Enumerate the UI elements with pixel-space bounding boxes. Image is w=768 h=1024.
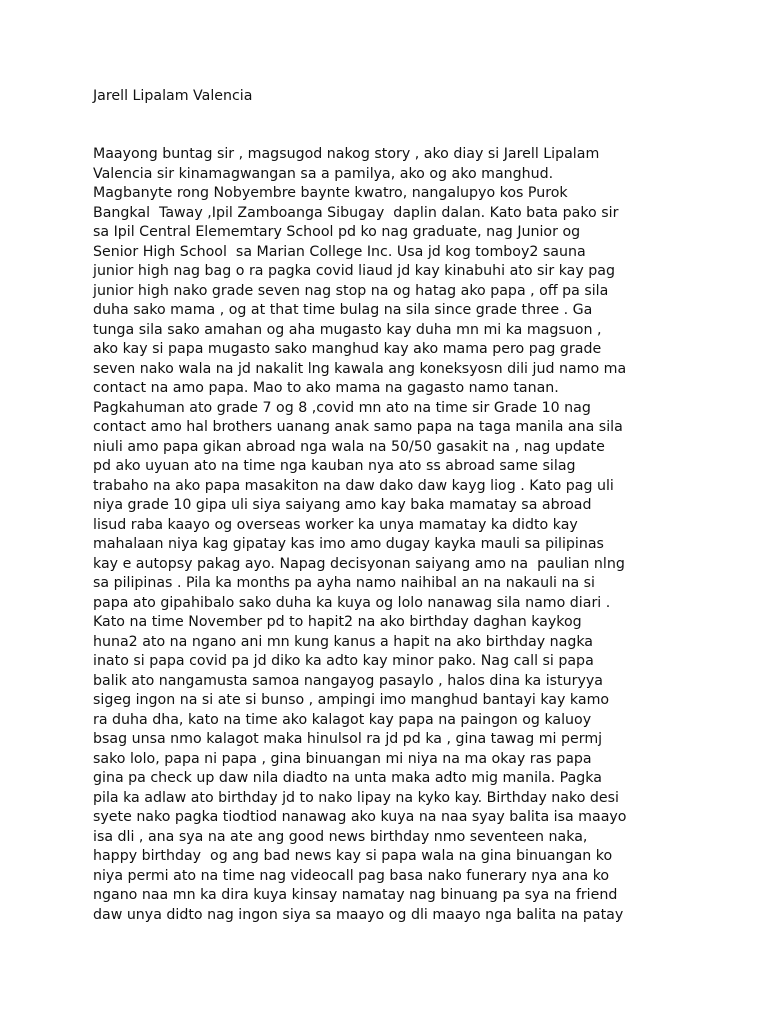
text-line: sa Ipil Central Elememtary School pd ko nag graduate, nag Junior og — [93, 224, 581, 240]
document-title: Jarell Lipalam Valencia — [93, 88, 253, 104]
text-line: junior high nako grade seven nag stop na og hatag ako papa , off pa sila — [93, 282, 609, 299]
text-line: daw unya didto nag ingon siya sa maayo og dli maayo nga balita na patay — [93, 906, 624, 923]
text-line: pila ka adlaw ato birthday jd to nako lipay na kyko kay. Birthday nako desi — [93, 789, 619, 806]
text-line: contact na amo papa. Mao to ako mama na gagasto namo tanan. — [93, 380, 559, 396]
text-line: syete nako pagka tiodtiod nanawag ako kuya na naa syay balita isa maayo — [93, 809, 627, 825]
text-line: Maayong buntag sir , magsugod nakog story , ako diay si Jarell Lipalam — [93, 146, 600, 162]
text-line: Pagkahuman ato grade 7 og 8 ,covid mn ato na time sir Grade 10 nag — [93, 399, 591, 416]
text-line: isa dli , ana sya na ate ang good news birthday nmo seventeen naka, — [93, 828, 588, 845]
text-line: duha sako mama , og at that time bulag na sila since grade three . Ga — [93, 302, 593, 318]
text-line: tunga sila sako amahan og aha mugasto kay duha mn mi ka magsuon , — [93, 321, 602, 338]
text-line: Magbanyte rong Nobyembre baynte kwatro, nangalupyo kos Purok — [93, 185, 568, 201]
text-line: pd ako uyuan ato na time nga kauban nya ato ss abroad same silag — [93, 458, 576, 474]
text-line: trabaho na ako papa masakiton na daw dako daw kayg liog . Kato pag uli — [93, 477, 614, 494]
text-line: gina pa check up daw nila diadto na unta maka adto mig manila. Pagka — [93, 770, 602, 786]
text-line: ako kay si papa mugasto sako manghud kay ako mama pero pag grade — [93, 341, 602, 357]
text-line: mahalaan niya kag gipatay kas imo amo dugay kayka mauli sa pilipinas — [93, 536, 604, 552]
text-line: Senior High School sa Marian College Inc. Usa jd kog tomboy2 sauna — [93, 243, 586, 260]
text-line: lisud raba kaayo og overseas worker ka unya mamatay ka didto kay — [93, 516, 578, 533]
text-line: huna2 ato na ngano ani mn kung kanus a hapit na ako birthday nagka — [93, 633, 593, 650]
text-line: sa pilipinas . Pila ka months pa ayha namo naihibal an na nakauli na si — [93, 575, 595, 591]
text-line: Bangkal Taway ,Ipil Zamboanga Sibugay daplin dalan. Kato bata pako sir — [93, 204, 619, 221]
document-body — [93, 145, 693, 925]
text-line: Valencia sir kinamagwangan sa a pamilya, ako og ako manghud. — [93, 165, 554, 182]
text-line: ra duha dha, kato na time ako kalagot kay papa na paingon og kaluoy — [93, 711, 592, 728]
text-line: sako lolo, papa ni papa , gina binuangan mi niya na ma okay ras papa — [93, 750, 592, 767]
text-line: niya grade 10 gipa uli siya saiyang amo kay baka mamatay sa abroad — [93, 497, 592, 513]
text-line: happy birthday og ang bad news kay si papa wala na gina binuangan ko — [93, 848, 613, 864]
text-line: ngano naa mn ka dira kuya kinsay namatay nag binuang pa sya na friend — [93, 887, 618, 903]
text-line: balik ato nangamusta samoa nangayog pasaylo , halos dina ka isturyya — [93, 672, 603, 689]
text-line: contact amo hal brothers uanang anak samo papa na taga manila ana sila — [93, 419, 623, 435]
text-line: kay e autopsy pakag ayo. Napag decisyonan saiyang amo na paulian nlng — [93, 555, 625, 572]
text-line: seven nako wala na jd nakalit lng kawala ang koneksyosn dili jud namo ma — [93, 360, 627, 377]
text-line: junior high nag bag o ra pagka covid liaud jd kay kinabuhi ato sir kay pag — [93, 263, 615, 279]
text-line: sigeg ingon na si ate si bunso , ampingi imo manghud bantayi kay kamo — [93, 692, 610, 708]
text-line: papa ato gipahibalo sako duha ka kuya og lolo nanawag sila namo diari . — [93, 594, 611, 611]
text-line: bsag unsa nmo kalagot maka hinulsol ra jd pd ka , gina tawag mi permj — [93, 731, 603, 747]
text-line: Kato na time November pd to hapit2 na ako birthday daghan kaykog — [93, 614, 582, 630]
text-line: niya permi ato na time nag videocall pag basa nako funerary nya ana ko — [93, 867, 610, 884]
text-line: niuli amo papa gikan abroad nga wala na 50/50 gasakit na , nag update — [93, 438, 605, 455]
text-line: inato si papa covid pa jd diko ka adto kay minor pako. Nag call si papa — [93, 653, 594, 669]
